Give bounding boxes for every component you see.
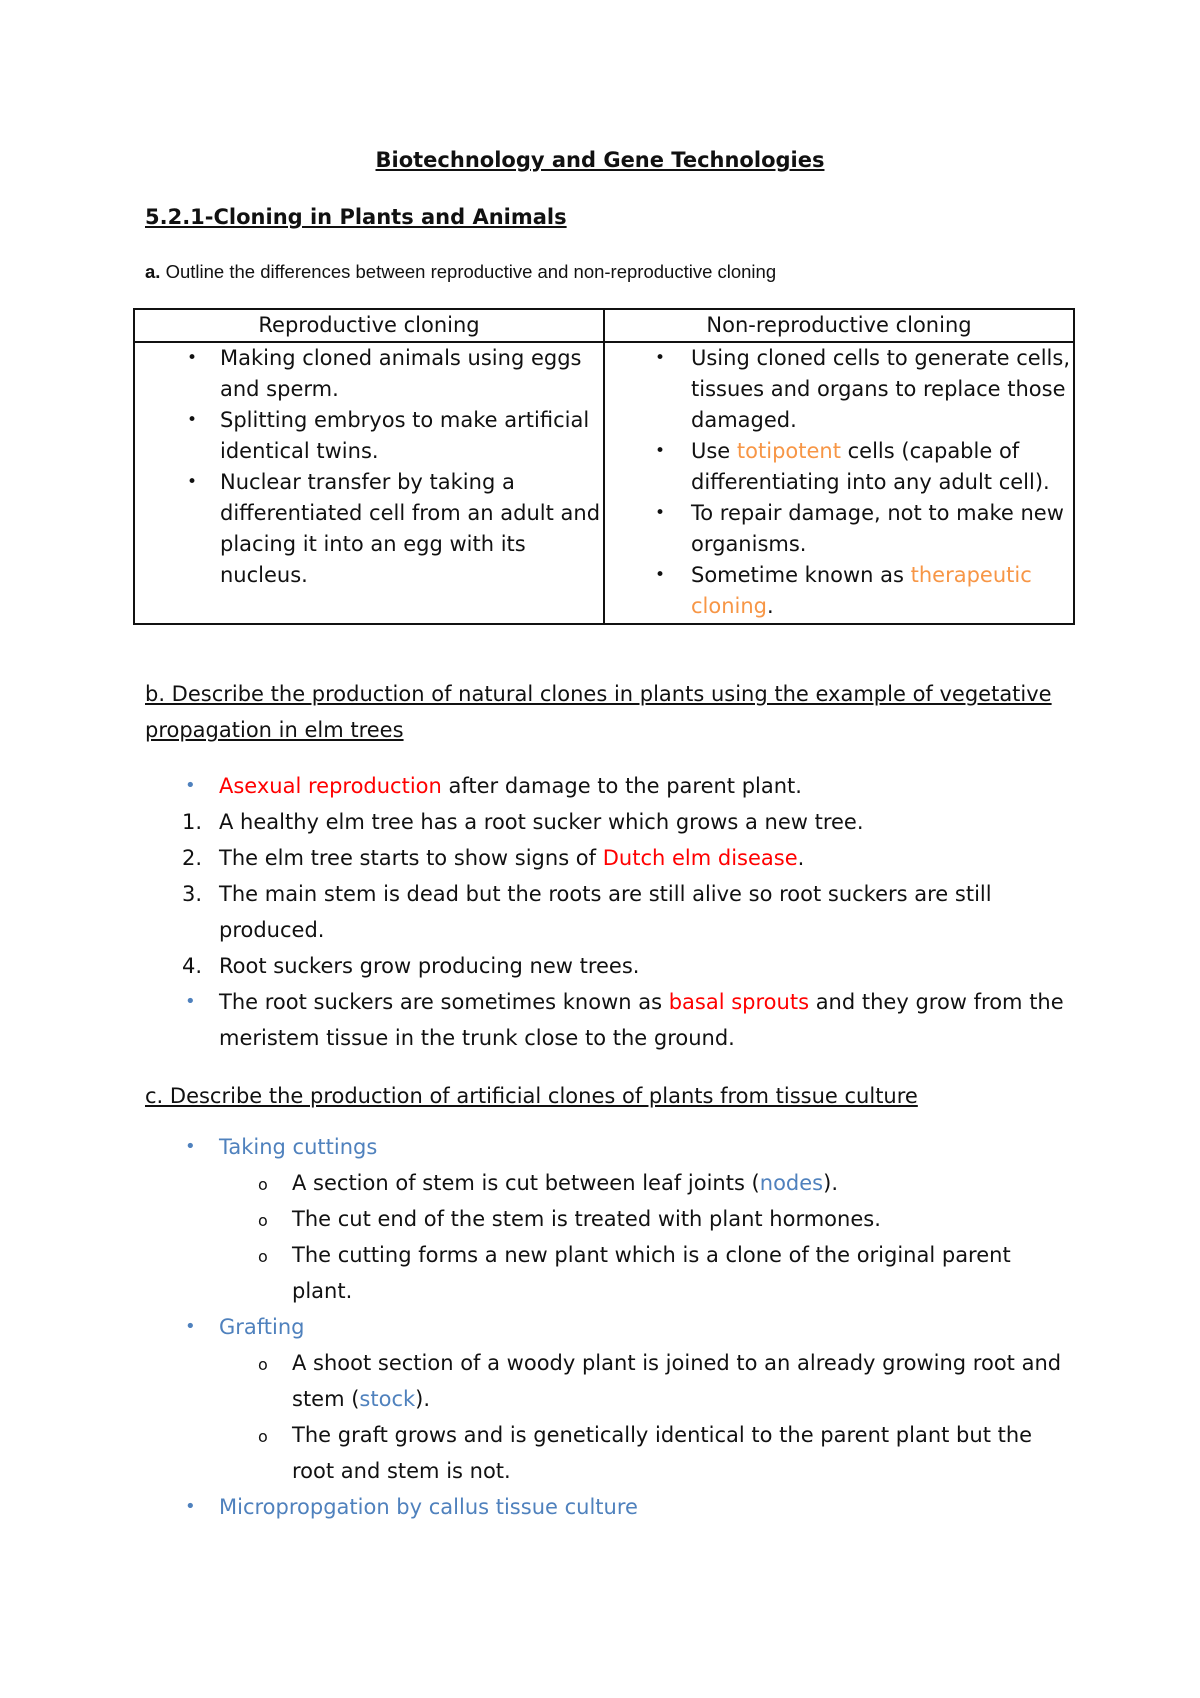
list-item: • Splitting embryos to make artificial identical twins. [135,405,603,467]
list-number: 3. [182,882,203,906]
sub-list-item: o A section of stem is cut between leaf joints (nodes). [145,1165,1075,1201]
highlight-term: Asexual reproduction [219,774,442,798]
list-item: • Using cloned cells to generate cells, tissues and organs to replace those damaged. [605,343,1073,436]
highlight-term: nodes [759,1171,824,1195]
list-item: 1. A healthy elm tree has a root sucker which grows a new tree. [145,804,1075,840]
bullet-icon: • [655,348,666,368]
question-c-heading: c. Describe the production of artificial clones of plants from tissue culture [145,1084,918,1108]
list-item: • Nuclear transfer by taking a differentiated cell from an adult and placing it into an egg with its nucleus. [135,467,603,591]
sub-bullet-icon: o [258,1355,268,1374]
list-number: 2. [182,846,203,870]
list-item: 2. The elm tree starts to show signs of Dutch elm disease. [145,840,1075,876]
question-a [145,261,776,283]
question-b-list [145,768,1075,1056]
sub-list-item: o The graft grows and is genetically identical to the parent plant but the root and stem is not. [145,1417,1075,1489]
highlight-term: therapeutic cloning [691,563,1032,618]
table-header-non-reproductive: Non-reproductive cloning [604,309,1074,342]
sub-list-item: o The cut end of the stem is treated with plant hormones. [145,1201,1075,1237]
bullet-icon: • [655,441,666,461]
list-item: • To repair damage, not to make new organisms. [605,498,1073,560]
list-number: 1. [182,810,203,834]
sub-bullet-icon: o [258,1211,268,1230]
highlight-term: stock [359,1387,416,1411]
highlight-term: basal sprouts [668,990,810,1014]
bullet-icon: • [187,410,198,430]
bullet-icon: • [187,472,198,492]
highlight-term: Dutch elm disease [602,846,798,870]
question-b-heading: b. Describe the production of natural clones in plants using the example of vegetative propagation in elm trees [145,682,1052,742]
table-header-reproductive: Reproductive cloning [134,309,604,342]
non-reproductive-cell [604,342,1074,624]
bullet-icon: • [185,1316,196,1337]
list-item [145,1489,1075,1525]
reproductive-cell [134,342,604,624]
method-heading: Micropropgation by callus tissue culture [219,1495,638,1519]
bullet-icon: • [185,1136,196,1157]
question-a-label: a. [145,261,161,282]
bullet-icon: • [655,503,666,523]
highlight-term: totipotent [736,439,841,463]
sub-list-item: o The cutting forms a new plant which is a clone of the original parent plant. [145,1237,1075,1309]
bullet-icon: • [655,565,666,585]
section-heading: 5.2.1-Cloning in Plants and Animals [145,205,567,229]
list-item: • Sometime known as therapeutic cloning. [605,560,1073,622]
sub-list-item: o A shoot section of a woody plant is joined to an already growing root and stem (stock). [145,1345,1075,1417]
bullet-icon: • [185,991,196,1012]
method-heading: Grafting [219,1315,305,1339]
bullet-icon: • [185,775,196,796]
list-item: 4. Root suckers grow producing new trees. [145,948,1075,984]
list-item [145,1309,1075,1345]
sub-bullet-icon: o [258,1247,268,1266]
list-item: • The root suckers are sometimes known as basal sprouts and they grow from the meristem tissue in the trunk close to the ground. [145,984,1075,1056]
sub-bullet-icon: o [258,1175,268,1194]
bullet-icon: • [185,1496,196,1517]
list-item [145,1129,1075,1165]
list-item: • Use totipotent cells (capable of differentiating into any adult cell). [605,436,1073,498]
document-title: Biotechnology and Gene Technologies [375,148,825,172]
method-heading: Taking cuttings [219,1135,378,1159]
question-c-list [145,1129,1075,1525]
bullet-icon: • [187,348,198,368]
list-number: 4. [182,954,203,978]
list-item: 3. The main stem is dead but the roots are still alive so root suckers are still produced. [145,876,1075,948]
list-item: • Making cloned animals using eggs and sperm. [135,343,603,405]
comparison-table [133,308,1075,625]
sub-bullet-icon: o [258,1427,268,1446]
question-a-text: Outline the differences between reproductive and non-reproductive cloning [160,261,777,282]
list-item: • Asexual reproduction after damage to the parent plant. [145,768,1075,804]
